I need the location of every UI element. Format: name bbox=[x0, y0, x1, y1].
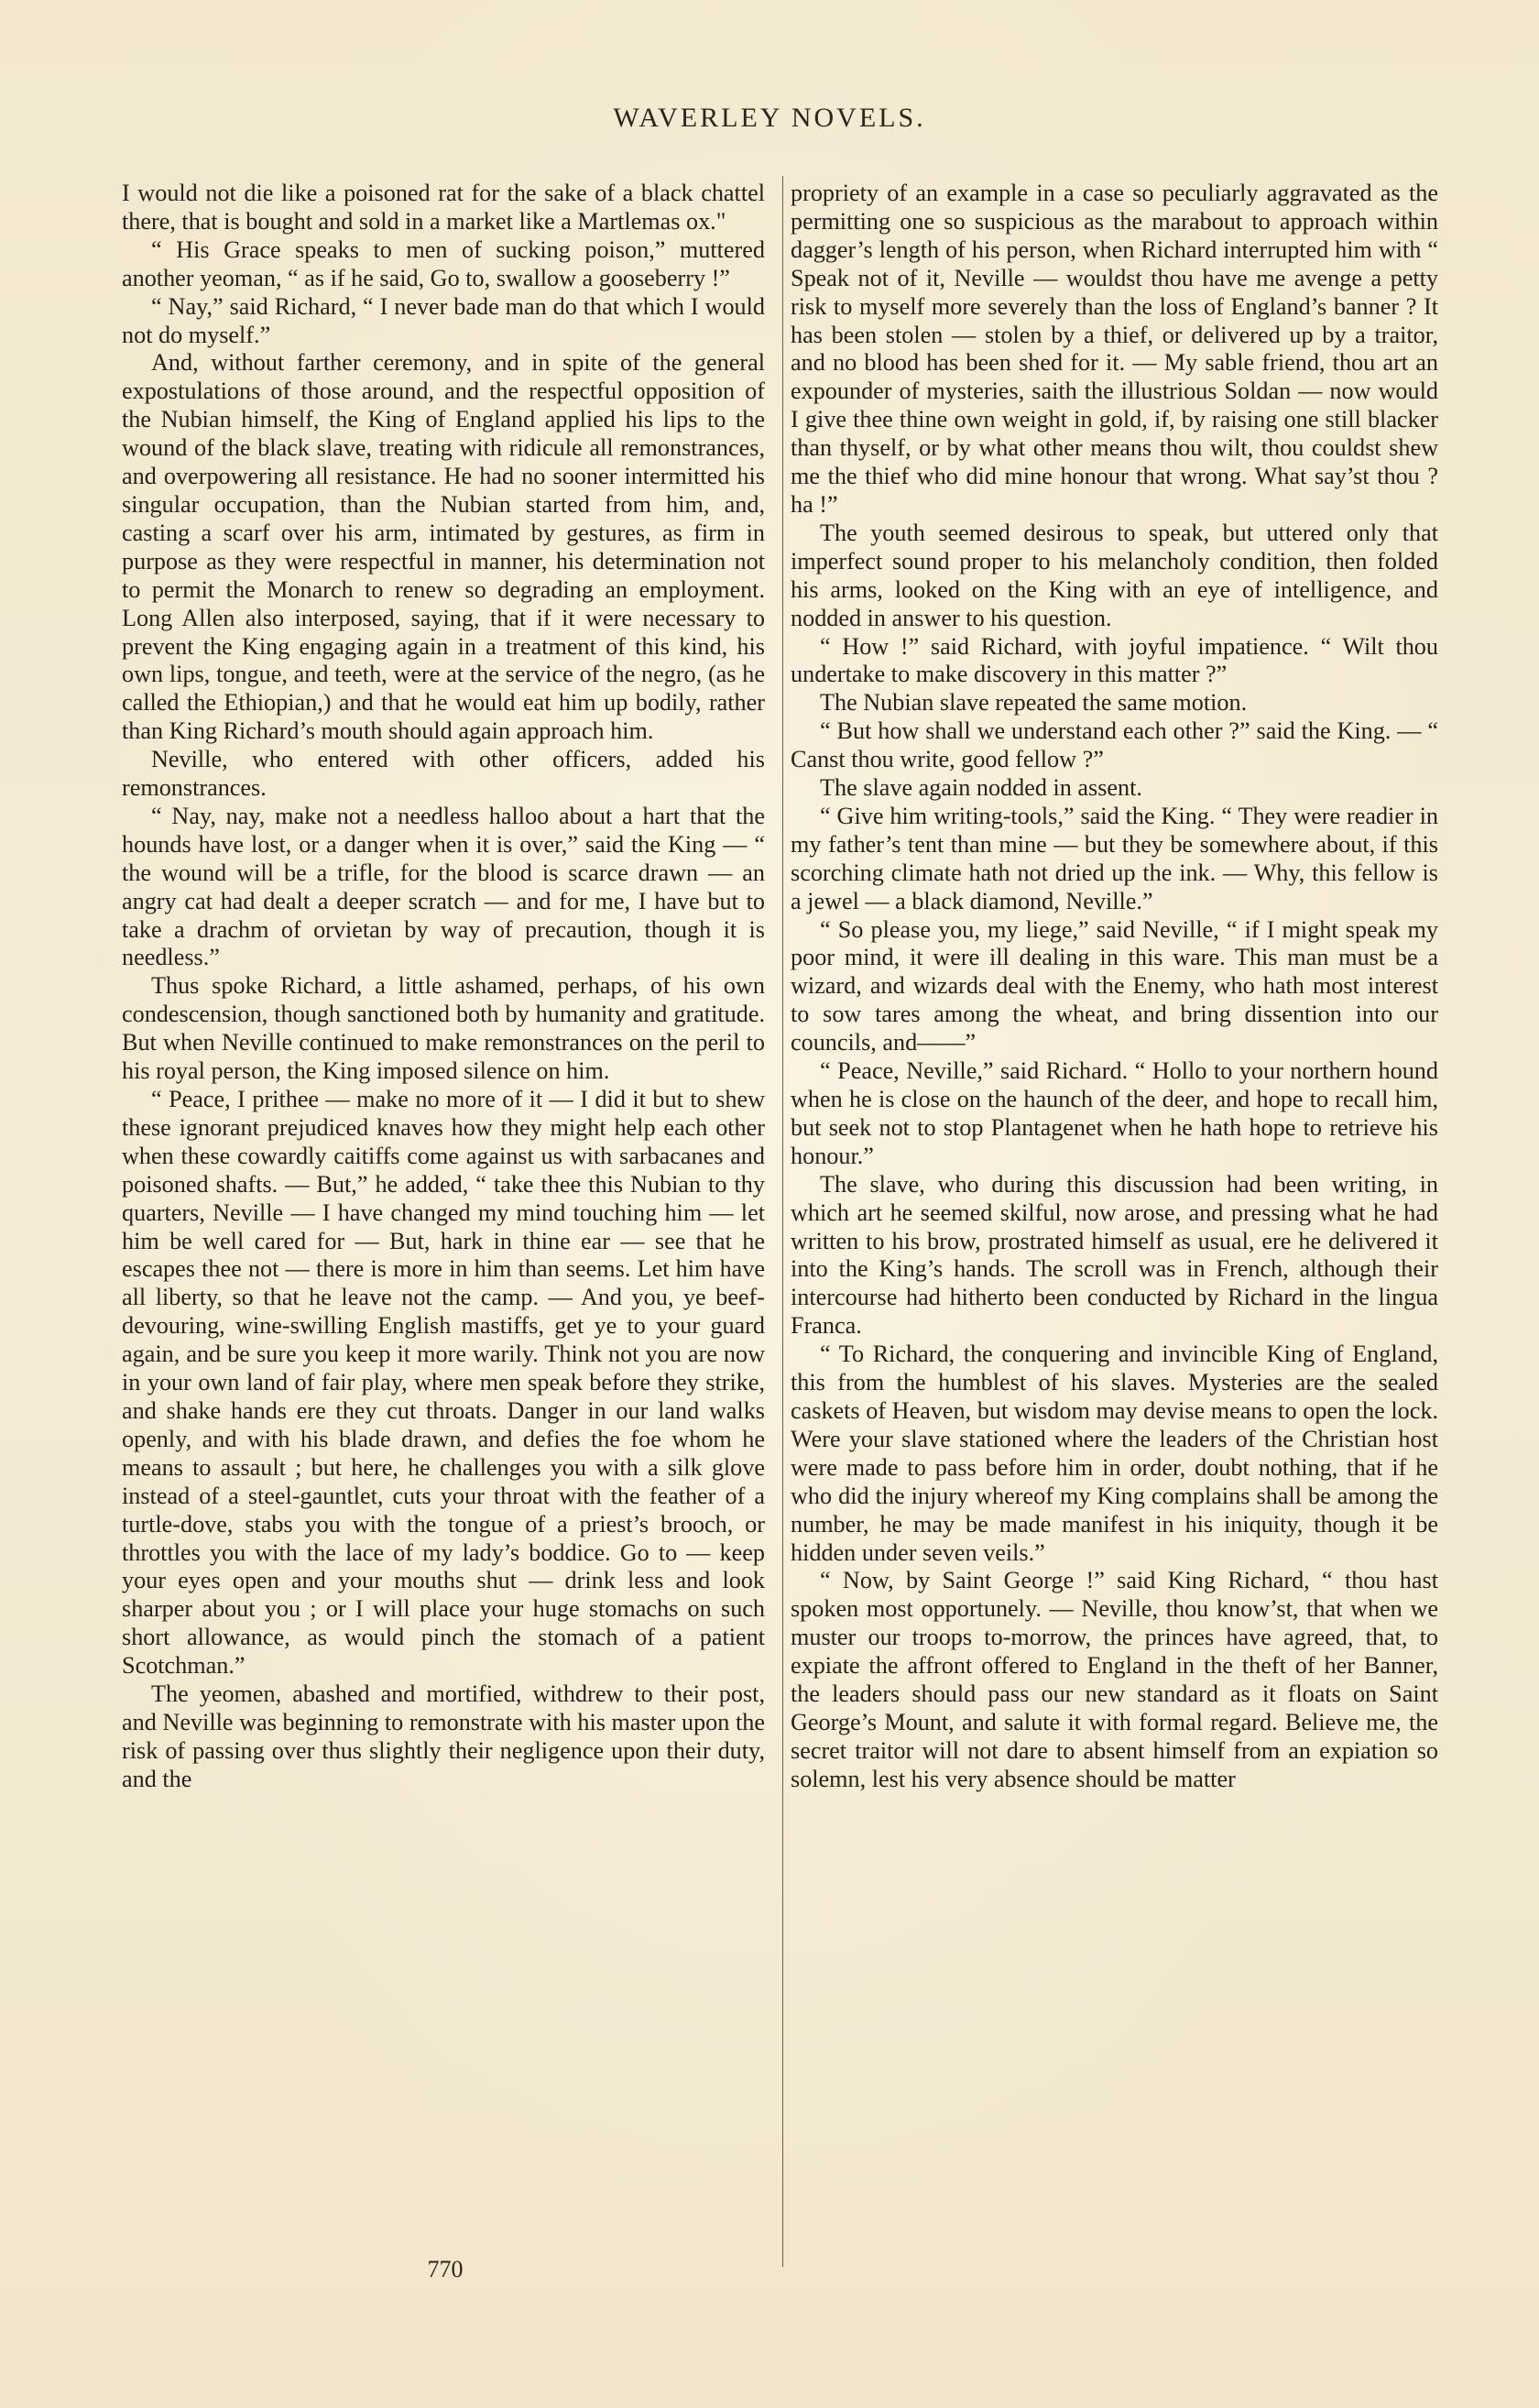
paragraph: “ Nay, nay, make not a needless halloo about a hart that the hounds have lost, or a danger when it is over,” said the King — “ the wound will be a trifle, for the blood is scarce drawn — an angry cat had dealt a deeper scratch — and for me, I have but to take a drachm of orvietan by way of precaution, though it is needless.” bbox=[122, 802, 765, 971]
paragraph: “ To Richard, the conquering and invincible King of England, this from the humblest of his slaves. Mysteries are the sealed caskets of Heaven, but wisdom may devise means to open the lock. Were your slave stationed where the leaders of the Christian host were made to pass before him in order, doubt nothing, that if he who did the injury whereof my King complains shall be among the number, he may be made manifest in his iniquity, though it be hidden under seven veils.” bbox=[791, 1341, 1438, 1566]
paragraph: “ Peace, Neville,” said Richard. “ Hollo to your northern hound when he is close on the haunch of the deer, and hope to recall him, but seek not to stop Plantagenet when he hath hope to retrieve his honour.” bbox=[791, 1057, 1438, 1169]
paragraph: I would not die like a poisoned rat for the sake of a black chattel there, that is bought and sold in a market like a Martlemas ox." bbox=[122, 180, 765, 235]
paragraph: Thus spoke Richard, a little ashamed, perhaps, of his own condescension, though sanctioned both by humanity and gratitude. But when Neville continued to make remonstrances on the peril to his royal person, the King imposed silence on him. bbox=[122, 972, 765, 1085]
left-text-column bbox=[122, 180, 765, 1794]
paragraph: “ So please you, my liege,” said Neville, “ if I might speak my poor mind, it were ill dealing in this ware. This man must be a wizard, and wizards deal with the Enemy, who hath most interest to sow tares among the wheat, and bring dissention into our councils, and——” bbox=[791, 915, 1438, 1056]
paragraph: “ His Grace speaks to men of sucking poison,” muttered another yeoman, “ as if he said, Go to, swallow a gooseberry !” bbox=[122, 235, 765, 291]
paragraph: Neville, who entered with other officers, added his remonstrances. bbox=[122, 746, 765, 802]
paragraph: The youth seemed desirous to speak, but uttered only that imperfect sound proper to his melancholy condition, then folded his arms, looked on the King with an eye of intelligence, and nodded in answer to his question. bbox=[791, 519, 1438, 631]
paragraph: “ Now, by Saint George !” said King Richard, “ thou hast spoken most opportunely. — Neville, thou know’st, that when we muster our troops to-morrow, the princes have agreed, that, to expiate the affront offered to England in the theft of her Banner, the leaders should pass our new standard as it floats on Saint George’s Mount, and salute it with formal regard. Believe me, the secret traitor will not dare to absent himself from an expiation so solemn, lest his very absence should be matter bbox=[791, 1567, 1438, 1792]
paragraph: “ Give him writing-tools,” said the King. “ They were readier in my father’s tent than mine — but they be somewhere about, if this scorching climate hath not dried up the ink. — Why, this fellow is a jewel — a black diamond, Neville.” bbox=[791, 802, 1438, 914]
paragraph: The slave, who during this discussion had been writing, in which art he seemed skilful, now arose, and pressing what he had written to his brow, prostrated himself as usual, ere he delivered it into the King’s hands. The scroll was in French, although their intercourse had hitherto been conducted by Richard in the lingua Franca. bbox=[791, 1170, 1438, 1340]
paragraph: And, without farther ceremony, and in spite of the general expostulations of those around, and the respectful opposition of the Nubian himself, the King of England applied his lips to the wound of the black slave, treating with ridicule all remonstrances, and overpowering all resistance. He had no sooner intermitted his singular occupation, than the Nubian started from him, and, casting a scarf over his arm, intimated by gestures, as firm in purpose as they were respectful in manner, his determination not to permit the Monarch to renew so degrading an employment. Long Allen also interposed, saying, that if it were necessary to prevent the King engaging again in a treatment of this kind, his own lips, tongue, and teeth, were at the service of the negro, (as he called the Ethiopian,) and that he would eat him up bodily, rather than King Richard’s mouth should again approach him. bbox=[122, 349, 765, 745]
paragraph: propriety of an example in a case so peculiarly aggravated as the permitting one so suspicious as the marabout to approach within dagger’s length of his person, when Richard interrupted him with “ Speak not of it, Neville — wouldst thou have me avenge a petty risk to myself more severely than the loss of England’s banner ? It has been stolen — stolen by a thief, or delivered up by a traitor, and no blood has been shed for it. — My sable friend, thou art an expounder of mysteries, saith the illustrious Soldan — now would I give thee thine own weight in gold, if, by raising one still blacker than thyself, or by what other means thou wilt, thou couldst shew me the thief who did mine honour that wrong. What say’st thou ? ha !” bbox=[791, 180, 1438, 518]
paragraph: The yeomen, abashed and mortified, withdrew to their post, and Neville was beginning to remonstrate with his master upon the risk of passing over thus slightly their negligence upon their duty, and the bbox=[122, 1680, 765, 1792]
paragraph: “ Peace, I prithee — make no more of it — I did it but to shew these ignorant prejudiced knaves how they might help each other when these cowardly caitiffs come against us with sarbacanes and poisoned shafts. — But,” he added, “ take thee this Nubian to thy quarters, Neville — I have changed my mind touching him — let him be well cared for — But, hark in thine ear — see that he escapes thee not — there is more in him than seems. Let him have all liberty, so that he leave not the camp. — And you, ye beef-devouring, wine-swilling English mastiffs, get ye to your guard again, and be sure you keep it more warily. Think not you are now in your own land of fair play, where men speak before they strike, and shake hands ere they cut throats. Danger in our land walks openly, and with his blade drawn, and defies the foe whom he means to assault ; but here, he challenges you with a silk glove instead of a steel-gauntlet, cuts your throat with the feather of a turtle-dove, stabs you with the tongue of a priest’s brooch, or throttles you with the lace of my lady’s boddice. Go to — keep your eyes open and your mouths shut — drink less and look sharper about you ; or I will place your huge stomachs on such short allowance, as would pinch the stomach of a patient Scotchman.” bbox=[122, 1086, 765, 1680]
running-title: WAVERLEY NOVELS. bbox=[613, 103, 926, 133]
paragraph: “ How !” said Richard, with joyful impatience. “ Wilt thou undertake to make discovery in this matter ?” bbox=[791, 632, 1438, 688]
paragraph: The Nubian slave repeated the same motion. bbox=[820, 689, 1248, 717]
column-divider bbox=[782, 176, 783, 2267]
paragraph: “ Nay,” said Richard, “ I never bade man do that which I would not do myself.” bbox=[122, 292, 765, 348]
page-number: 770 bbox=[427, 2256, 464, 2282]
paragraph: The slave again nodded in assent. bbox=[820, 774, 1142, 802]
right-text-column bbox=[791, 180, 1438, 1794]
paragraph: “ But how shall we understand each other ?” said the King. — “ Canst thou write, good fellow ?” bbox=[791, 717, 1438, 773]
